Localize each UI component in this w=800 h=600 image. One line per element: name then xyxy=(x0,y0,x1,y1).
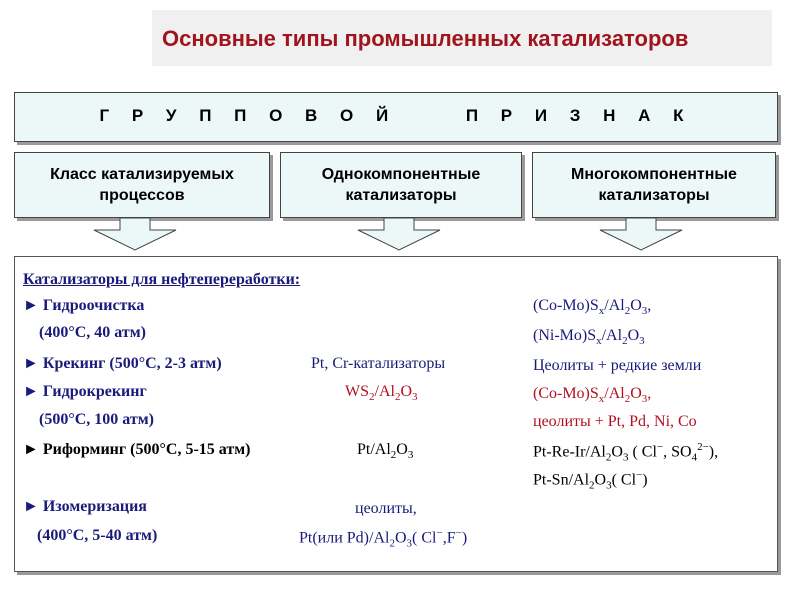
category-line: катализаторы xyxy=(345,187,457,204)
category-line: процессов xyxy=(99,187,185,204)
single-hydrocracking-catalyst: $WS_2/Al_2O_3$ xyxy=(345,383,418,404)
category-multi-component xyxy=(532,152,776,218)
category-line: Класс катализируемых xyxy=(50,166,234,183)
single-isomerization-zeolites: цеолиты, xyxy=(355,500,417,517)
down-arrow-icon xyxy=(600,218,682,250)
process-cracking: ► Крекинг (500°C, 2-3 атм) xyxy=(23,355,222,372)
single-cracking-catalyst: Pt, Cr-катализаторы xyxy=(311,355,446,372)
category-line: Многокомпонентные xyxy=(571,166,737,183)
multi-reforming-ptsn: $Pt-Sn/Al_2O_3$( Cl−) xyxy=(533,469,648,492)
panel-heading: Катализаторы для нефтепереработки: xyxy=(23,271,301,288)
single-reforming-catalyst: $Pt/Al_2O_3$ xyxy=(357,441,414,462)
category-single-component xyxy=(280,152,522,218)
category-process-class xyxy=(14,152,270,218)
category-line: катализаторы xyxy=(598,187,710,204)
group-header-text: Г Р У П П О В О Й П Р И З Н А К xyxy=(99,106,693,125)
process-isomerization-conditions: (400°C, 5-40 атм) xyxy=(37,527,158,544)
process-hydrocracking: ► Гидрокрекинг xyxy=(23,383,147,400)
multi-hydrotreating-nimo: $(Ni-Mo)S_x/Al_2O_3$ xyxy=(533,327,645,348)
single-isomerization-catalyst: Pt(или $Pd)/Al_2O_3$( Cl−,F−) xyxy=(299,527,468,550)
multi-hydrocracking-como: $(Co-Mo)S_x/Al_2O_3$, xyxy=(533,385,652,406)
process-hydrotreating-conditions: (400°C, 40 атм) xyxy=(39,324,146,341)
process-hydrocracking-conditions: (500°C, 100 атм) xyxy=(39,411,154,428)
catalysts-panel xyxy=(14,256,778,572)
multi-reforming-ptreir: $Pt-Re-Ir/Al_2O_3$ ( Cl−, $SO_4^{2-}$), xyxy=(533,441,719,464)
multi-hydrotreating-como: $(Co-Mo)S_x/Al_2O_3$, xyxy=(533,297,652,318)
down-arrows xyxy=(0,212,800,256)
group-header-box xyxy=(14,92,778,142)
process-reforming: ► Риформинг (500°C, 5-15 атм) xyxy=(23,441,251,458)
page-title: Основные типы промышленных катализаторов xyxy=(162,26,689,51)
down-arrow-icon xyxy=(94,218,176,250)
process-isomerization: ► Изомеризация xyxy=(23,498,147,515)
multi-cracking-catalyst: Цеолиты + редкие земли xyxy=(533,357,702,374)
category-line: Однокомпонентные xyxy=(321,166,481,183)
process-hydrotreating: ► Гидроочистка xyxy=(23,297,145,314)
multi-hydrocracking-zeolites: цеолиты + Pt, Pd, Ni, Co xyxy=(533,413,697,430)
down-arrow-icon xyxy=(358,218,440,250)
